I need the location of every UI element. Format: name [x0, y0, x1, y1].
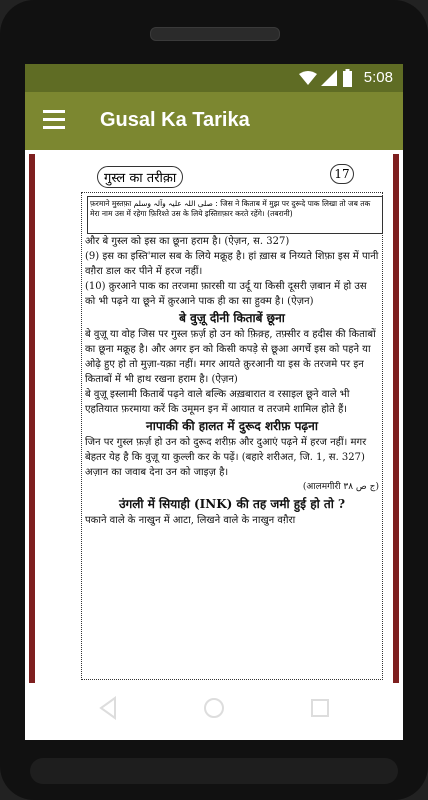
text-line: और बे गुस्ल को इस का छूना हराम है। (ऐज़न, स. 327) [85, 236, 290, 247]
reference: (आलमगीरी ج ص ۳۸) [302, 482, 379, 492]
signal-icon [321, 70, 337, 86]
home-icon[interactable] [202, 696, 226, 720]
app-title: Gusal Ka Tarika [100, 109, 250, 131]
page-number: 17 [330, 164, 354, 184]
app-bar [25, 92, 403, 150]
earpiece-speaker [150, 27, 280, 41]
book-page-viewer[interactable] [25, 150, 403, 680]
section-heading: बे वुज़ू दीनी किताबें छूना [179, 311, 285, 325]
farman-box: फ़रमाने मुस्तफ़ा صلی اللہ علیہ وآلہ وسلم : जिस ने किताब में मुझ पर दुरूदे पाक लिखा तो जब तक मेरा नाम उस में रहेगा फ़िरिश्ते उस के लिये इस्तिग़फ़ार करते रहेंगे। (तबरानी) [87, 196, 383, 234]
book-page [35, 154, 393, 683]
status-bar [25, 64, 403, 92]
back-icon[interactable] [97, 696, 121, 720]
status-time: 5:08 [363, 69, 393, 86]
text-line: (9) इस का इस्ति'माल सब के लिये मक्रूह है। हां ख़ास ब निय्यते शिफ़ा इस में पानी वग़ैरा डाल कर पीने में हरज नहीं। [85, 251, 379, 277]
section-heading: उंगली में सियाही (INK) की तह जमी हुई हो तो ? [118, 497, 346, 511]
paragraph: बे वुज़ू या वोह जिस पर गुस्ल फ़र्ज़ हो उन को फ़िक़्ह, तफ़्सीर व हदीस की किताबों का छूना मक्रूह है। और अगर इन को किसी कपड़े से छूआ अगर्चे इस को पहने या ओढ़े हुए हो तो मुज़ा-यक़ा नहीं। मगर आयते क़ुरआनी या इस के तरजमे पर इन किताबों में भी हाथ रखना हराम है। (ऐज़न) [85, 329, 376, 385]
paragraph: बे वुज़ू इस्लामी किताबें पढ़ने वाले बल्कि अख़बारात व रसाइल छूने वाले भी एहतियात फ़रमाया करें कि उमूमन इन में आयात व तरजमे शामिल होते हैं। [85, 389, 350, 415]
bottom-speaker [30, 758, 398, 784]
section-heading: नापाकी की हालत में दुरूद शरीफ़ पढ़ना [146, 419, 318, 433]
book-page-frame [29, 154, 399, 683]
book-title: गुस्ल का तरीक़ा [97, 166, 183, 188]
paragraph: जिन पर गुस्ल फ़र्ज़ हो उन को दुरूद शरीफ़ और दुआएं पढ़ने में हरज नहीं। मगर बेहतर येह है कि वुज़ू या कुल्ली कर के पढ़ें। (बहारे शरीअत, जि. 1, स. 327) अज़ान का जवाब देना उन को जाइज़ है। [85, 437, 367, 478]
screen [25, 64, 403, 740]
text-line: (10) क़ुरआने पाक का तरजमा फ़ारसी या उर्दू या किसी दूसरी ज़बान में हो उस को भी पढ़ने या छूने में क़ुरआने पाक ही का सा हुक्म है। (ऐज़न) [85, 281, 367, 307]
page-body [85, 234, 379, 528]
battery-icon [343, 69, 352, 87]
wifi-icon [299, 71, 317, 85]
paragraph: पकाने वाले के नाखुन में आटा, लिखने वाले के नाखुन वग़ैरा [85, 515, 296, 526]
menu-icon[interactable] [43, 110, 65, 130]
recent-apps-icon[interactable] [308, 696, 332, 720]
